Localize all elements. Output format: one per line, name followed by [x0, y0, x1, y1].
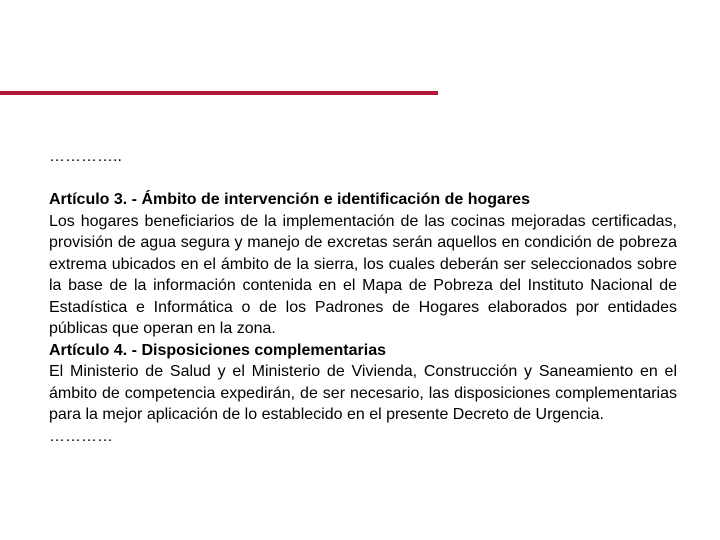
omission-ellipsis-top: ………….. — [49, 148, 122, 165]
omission-ellipsis-bottom: ………… — [49, 427, 113, 445]
document-body — [49, 146, 677, 447]
accent-rule — [0, 91, 438, 95]
article-4-heading: Artículo 4. - Disposiciones complementarias — [49, 341, 386, 359]
article-3-body: Los hogares beneficiarios de la implementación de las cocinas mejoradas certificadas, provisión de agua segura y manejo de excretas serán aquellos en condición de pobreza extrema ubicados en el ámbito de la sierra, los cuales deberán ser seleccionados sobre la base de la información contenida en el Mapa de Pobreza del Instituto Nacional de Estadística e Informática o de los Padrones de Hogares elaborados por entidades públicas que operan en la zona. — [49, 212, 677, 337]
article-3-heading: Artículo 3. - Ámbito de intervención e identificación de hogares — [49, 191, 530, 208]
article-4-body: El Ministerio de Salud y el Ministerio de Vivienda, Construcción y Saneamiento en el ámbito de competencia expedirán, de ser necesario, las disposiciones complementarias para la mejor aplicación de lo establecido en el presente Decreto de Urgencia. — [49, 363, 677, 423]
